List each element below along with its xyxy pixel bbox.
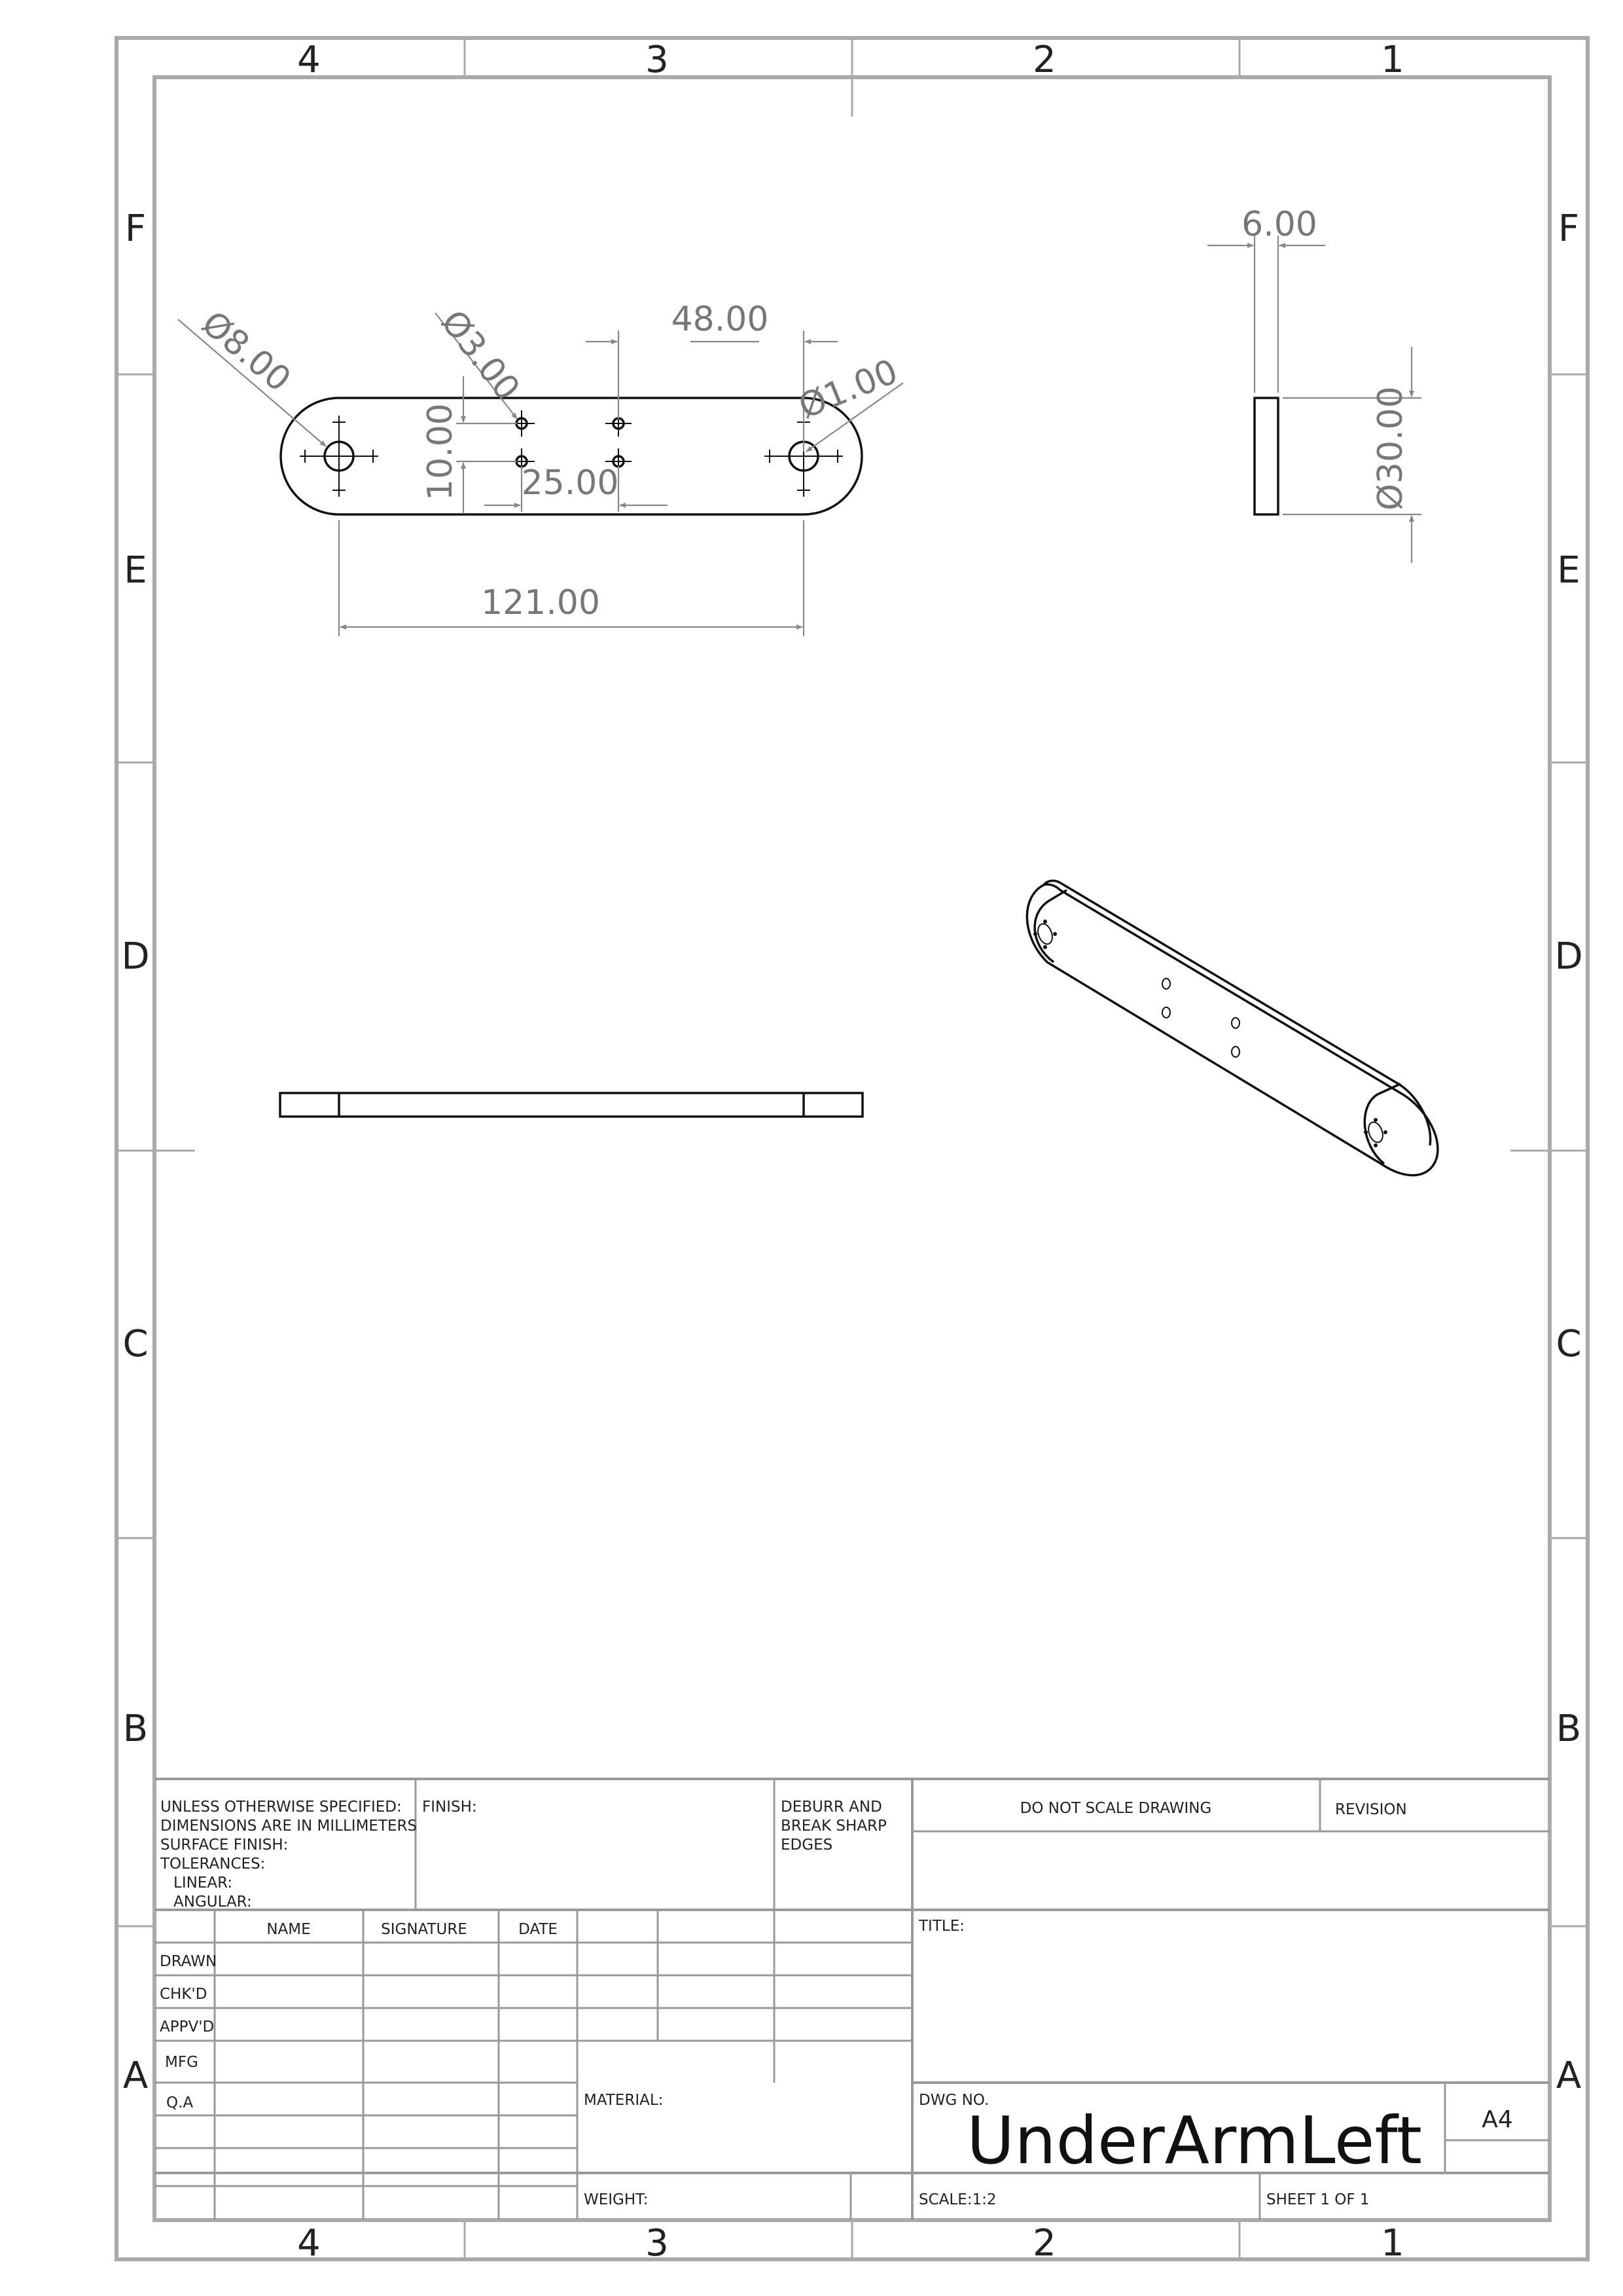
zone-row-f-right: F <box>1558 207 1580 250</box>
tb-sheet: SHEET 1 OF 1 <box>1266 2191 1370 2208</box>
tb-linear: LINEAR: <box>173 1874 233 1892</box>
title-block <box>154 1779 1550 2220</box>
zone-row-b-right: B <box>1556 1708 1582 1750</box>
tb-unless-specified: UNLESS OTHERWISE SPECIFIED: <box>160 1799 402 1816</box>
tb-deburr-1: DEBURR AND <box>781 1799 882 1816</box>
zone-col-1-top: 1 <box>1381 39 1404 81</box>
zone-col-4-bottom: 4 <box>297 2222 321 2265</box>
zone-row-a-right: A <box>1556 2054 1582 2097</box>
tb-row-appvd: APPV'D <box>160 2018 215 2036</box>
zone-row-c-left: C <box>122 1323 149 1365</box>
tb-tolerances: TOLERANCES: <box>160 1856 266 1873</box>
zone-row-f-left: F <box>124 207 147 250</box>
zone-row-d-right: D <box>1554 935 1583 978</box>
dim-d1-label: Ø1.00 <box>793 351 904 427</box>
zone-col-3-bottom: 3 <box>645 2222 669 2265</box>
tb-material: MATERIAL: <box>584 2092 664 2109</box>
dim-121-label: 121.00 <box>481 583 600 622</box>
dim-10-label: 10.00 <box>421 403 460 501</box>
zone-col-2-bottom: 2 <box>1033 2222 1056 2265</box>
side-view-outline <box>1255 398 1278 514</box>
iso-small-hole <box>1232 1018 1240 1028</box>
tb-col-date: DATE <box>518 1921 558 1938</box>
top-view-outline <box>280 1093 863 1117</box>
tb-angular: ANGULAR: <box>173 1893 252 1910</box>
iso-small-hole <box>1232 1047 1240 1057</box>
zone-row-e-left: E <box>124 549 147 592</box>
tb-dwg-no: DWG NO. <box>919 2092 990 2109</box>
tb-drawing-name: UnderArmLeft <box>967 2102 1422 2179</box>
dim-25-label: 25.00 <box>521 463 619 503</box>
tb-title-label: TITLE: <box>919 1918 965 1935</box>
tb-weight: WEIGHT: <box>584 2191 649 2208</box>
tb-row-chkd: CHK'D <box>160 1986 207 2003</box>
tb-row-mfg: MFG <box>165 2054 198 2071</box>
iso-small-hole <box>1162 1007 1170 1018</box>
iso-small-hole <box>1162 978 1170 989</box>
tb-do-not-scale: DO NOT SCALE DRAWING <box>1020 1800 1212 1817</box>
dim-d8-label: Ø8.00 <box>194 303 298 400</box>
tb-size: A4 <box>1482 2106 1513 2133</box>
isometric-view <box>1027 881 1438 1175</box>
tb-scale: SCALE:1:2 <box>919 2191 997 2208</box>
tb-col-signature: SIGNATURE <box>381 1921 467 1938</box>
zone-row-d-left: D <box>121 935 150 978</box>
side-view <box>1207 205 1421 563</box>
dim-48-label: 48.00 <box>671 300 769 339</box>
iso-outline <box>1027 884 1438 1175</box>
tb-row-qa: Q.A <box>166 2094 194 2111</box>
zone-row-c-right: C <box>1556 1323 1582 1365</box>
dim-6-label: 6.00 <box>1241 205 1317 244</box>
tb-revision: REVISION <box>1335 1801 1407 1818</box>
zone-row-a-left: A <box>122 2054 149 2097</box>
zone-row-e-right: E <box>1557 549 1580 592</box>
zone-row-b-left: B <box>122 1708 149 1750</box>
front-view <box>178 300 903 636</box>
zone-col-1-bottom: 1 <box>1381 2222 1404 2265</box>
left-hole-centermark <box>300 416 378 497</box>
zone-col-4-top: 4 <box>297 39 321 81</box>
zone-col-3-top: 3 <box>645 39 669 81</box>
tb-col-name: NAME <box>266 1921 311 1938</box>
tb-row-drawn: DRAWN <box>160 1953 217 1970</box>
tb-surface-finish: SURFACE FINISH: <box>160 1837 289 1854</box>
zone-col-2-top: 2 <box>1033 39 1056 81</box>
top-view <box>280 1093 863 1117</box>
dim-d30-label: Ø30.00 <box>1371 386 1410 511</box>
dim-d3-label: Ø3.00 <box>433 303 527 408</box>
tb-deburr-2: BREAK SHARP <box>781 1818 887 1835</box>
tb-deburr-3: EDGES <box>781 1837 833 1854</box>
tb-dims-mm: DIMENSIONS ARE IN MILLIMETERS <box>160 1818 418 1835</box>
tb-finish: FINISH: <box>422 1799 477 1816</box>
